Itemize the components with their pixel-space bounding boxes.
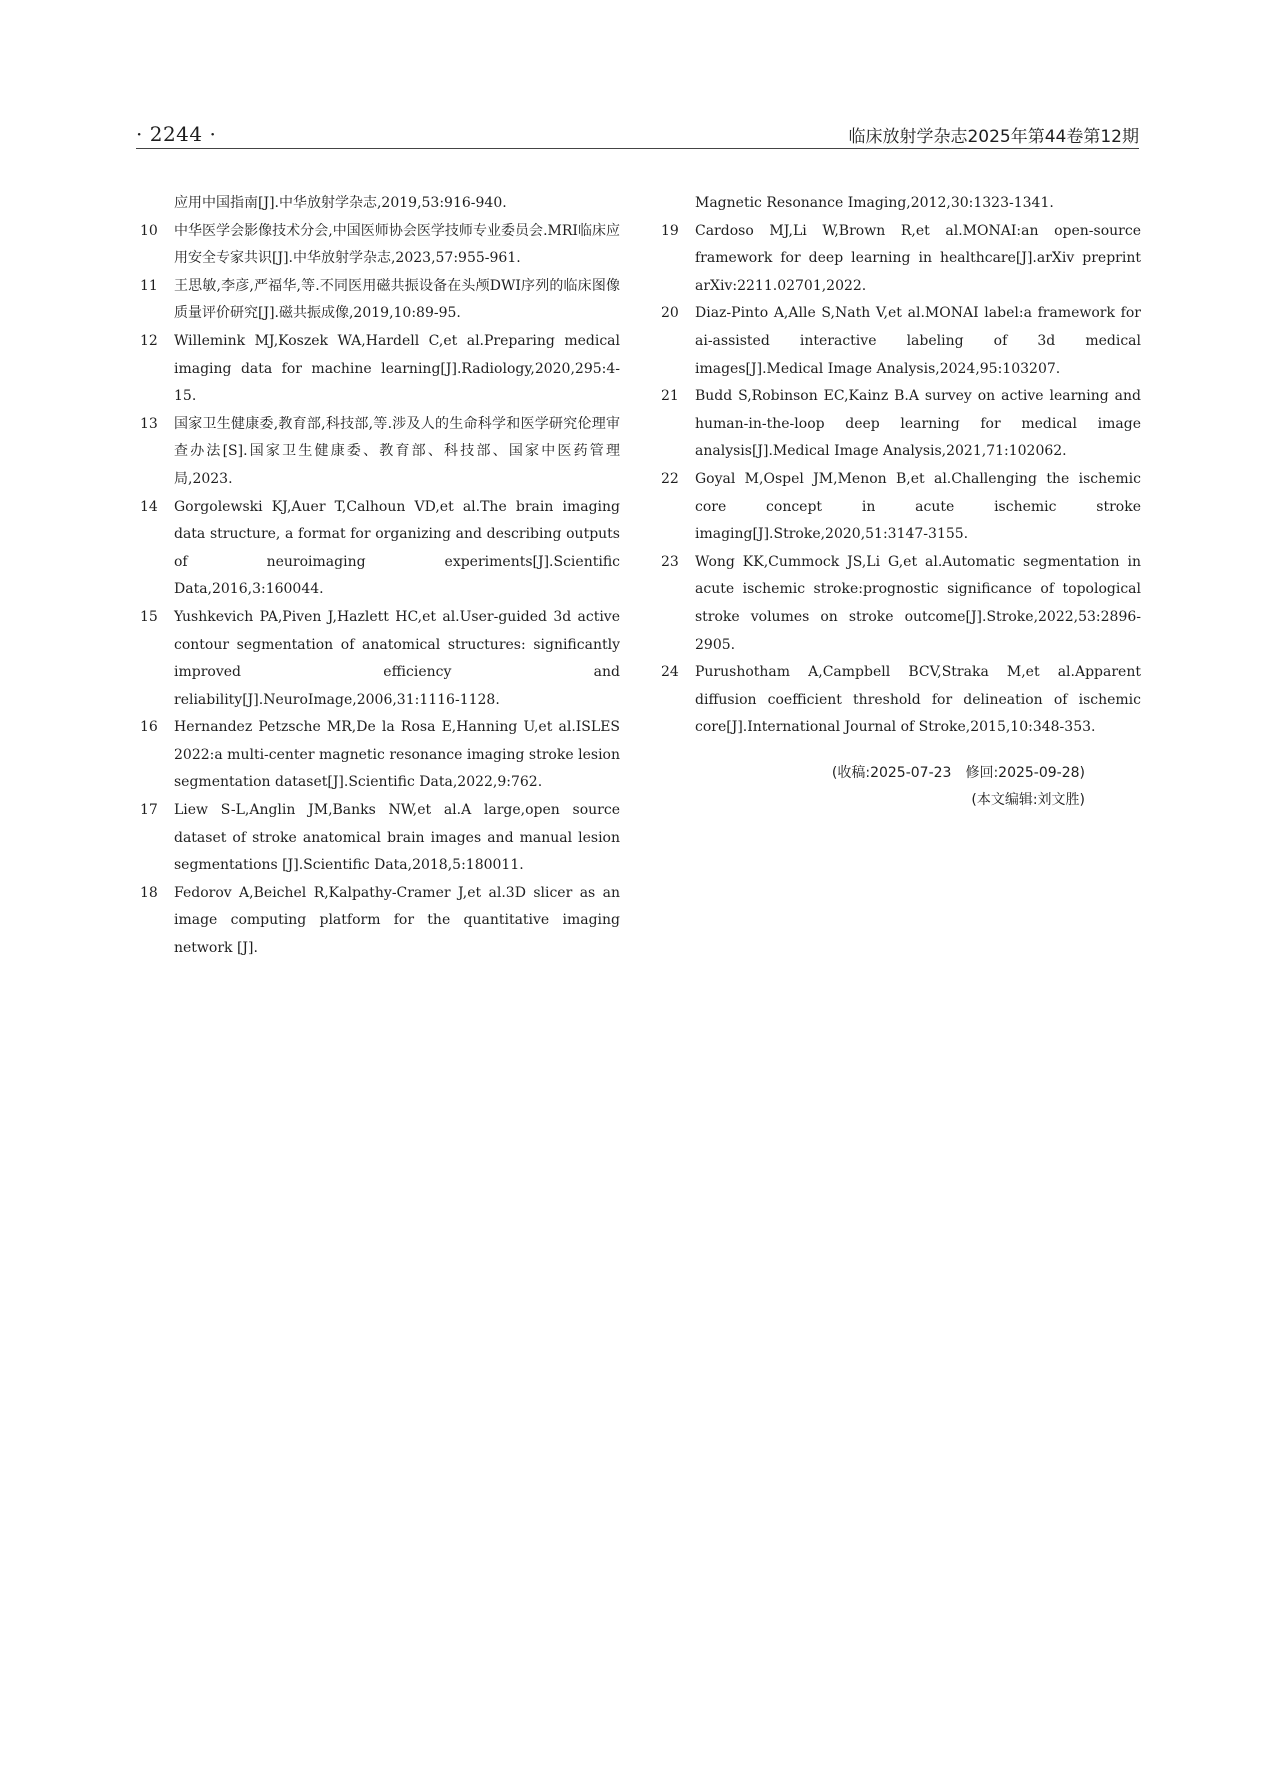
reference-number: 17 bbox=[140, 802, 158, 819]
reference-text: Wong KK,Cummock JS,Li G,et al.Automatic segmentation in acute ischemic stroke:prognostic significance of topological stroke volumes on stroke outcome[J].Stroke,2022,53:2896-2905. bbox=[695, 553, 1141, 653]
reference-number: 13 bbox=[140, 415, 158, 432]
reference-item bbox=[140, 797, 620, 880]
running-head bbox=[0, 118, 1276, 148]
reference-number: 10 bbox=[140, 222, 158, 239]
reference-text: Purushotham A,Campbell BCV,Straka M,et al.Apparent diffusion coefficient threshold for delineation of ischemic core[J].International Journal of Stroke,2015,10:348-353. bbox=[695, 664, 1141, 736]
reference-item bbox=[140, 880, 620, 963]
reference-text: Hernandez Petzsche MR,De la Rosa E,Hanning U,et al.ISLES 2022:a multi-center magnetic resonance imaging stroke lesion segmentation dataset[J].Scientific Data,2022,9:762. bbox=[174, 719, 620, 791]
reference-item bbox=[661, 659, 1141, 742]
reference-number: 23 bbox=[661, 553, 679, 570]
reference-text: Willemink MJ,Koszek WA,Hardell C,et al.Preparing medical imaging data for machine learning[J].Radiology,2020,295:4-15. bbox=[174, 332, 620, 405]
reference-item bbox=[140, 714, 620, 797]
reference-item bbox=[661, 383, 1141, 466]
reference-number: 18 bbox=[140, 884, 158, 901]
reference-item bbox=[140, 604, 620, 714]
reference-item bbox=[140, 273, 620, 328]
reference-number: 16 bbox=[140, 719, 158, 736]
reference-item bbox=[661, 218, 1141, 301]
journal-info: 临床放射学杂志2025年第44卷第12期 bbox=[848, 127, 1139, 147]
reference-text: Goyal M,Ospel JM,Menon B,et al.Challenging the ischemic core concept in acute ischemic stroke imaging[J].Stroke,2020,51:3147-3155. bbox=[695, 470, 1141, 543]
reference-number: 24 bbox=[661, 664, 679, 681]
header-rule bbox=[136, 148, 1139, 149]
reference-number: 21 bbox=[661, 388, 679, 405]
reference-number: 15 bbox=[140, 608, 158, 625]
reference-text: Gorgolewski KJ,Auer T,Calhoun VD,et al.The brain imaging data structure, a format for organizing and describing outputs of neuroimaging experiments[J].Scientific Data,2016,3:160044. bbox=[174, 498, 620, 598]
reference-text: Diaz-Pinto A,Alle S,Nath V,et al.MONAI label:a framework for ai-assisted interactive labeling of 3d medical images[J].Medical Image Analysis,2024,95:103207. bbox=[695, 305, 1141, 377]
reference-continuation: 应用中国指南[J].中华放射学杂志,2019,53:916-940. bbox=[174, 195, 507, 211]
reference-number: 19 bbox=[661, 222, 679, 239]
reference-item bbox=[661, 466, 1141, 549]
reference-text: 中华医学会影像技术分会,中国医师协会医学技师专业委员会.MRI临床应用安全专家共识[J].中华放射学杂志,2023,57:955-961. bbox=[174, 222, 620, 267]
reference-text: Yushkevich PA,Piven J,Hazlett HC,et al.User-guided 3d active contour segmentation of anatomical structures: significantly improved efficiency and reliability[J].NeuroImage,2006,31:1116-1128. bbox=[174, 608, 620, 708]
reference-text: 国家卫生健康委,教育部,科技部,等.涉及人的生命科学和医学研究伦理审查办法[S].国家卫生健康委、教育部、科技部、国家中医药管理局,2023. bbox=[174, 415, 620, 487]
received-dates: (收稿:2025-07-23 修回:2025-09-28) bbox=[831, 764, 1085, 781]
reference-item bbox=[140, 494, 620, 604]
reference-number: 22 bbox=[661, 470, 679, 487]
reference-item bbox=[140, 218, 620, 273]
reference-item bbox=[140, 328, 620, 411]
reference-number: 14 bbox=[140, 498, 158, 515]
page-number: · 2244 · bbox=[136, 122, 217, 146]
reference-number: 11 bbox=[140, 277, 158, 294]
reference-text: 王思敏,李彦,严福华,等.不同医用磁共振设备在头颅DWI序列的临床图像质量评价研究[J].磁共振成像,2019,10:89-95. bbox=[174, 277, 620, 322]
reference-text: Cardoso MJ,Li W,Brown R,et al.MONAI:an open-source framework for deep learning in healthcare[J].arXiv preprint arXiv:2211.02701,2022. bbox=[695, 222, 1141, 294]
reference-continuation: Magnetic Resonance Imaging,2012,30:1323-1341. bbox=[695, 195, 1054, 211]
reference-item bbox=[661, 300, 1141, 383]
reference-text: Fedorov A,Beichel R,Kalpathy-Cramer J,et al.3D slicer as an image computing platform for the quantitative imaging network [J]. bbox=[174, 884, 620, 957]
reference-text: Budd S,Robinson EC,Kainz B.A survey on active learning and human-in-the-loop deep learning for medical image analysis[J].Medical Image Analysis,2021,71:102062. bbox=[695, 388, 1141, 460]
reference-number: 12 bbox=[140, 332, 158, 349]
reference-item bbox=[140, 411, 620, 494]
reference-text: Liew S-L,Anglin JM,Banks NW,et al.A large,open source dataset of stroke anatomical brain images and manual lesion segmentations [J].Scientific Data,2018,5:180011. bbox=[174, 802, 620, 874]
reference-item bbox=[661, 549, 1141, 659]
left-column bbox=[140, 190, 620, 963]
editor-note: (本文编辑:刘文胜) bbox=[971, 792, 1085, 809]
reference-number: 20 bbox=[661, 305, 679, 322]
right-column bbox=[661, 190, 1141, 815]
